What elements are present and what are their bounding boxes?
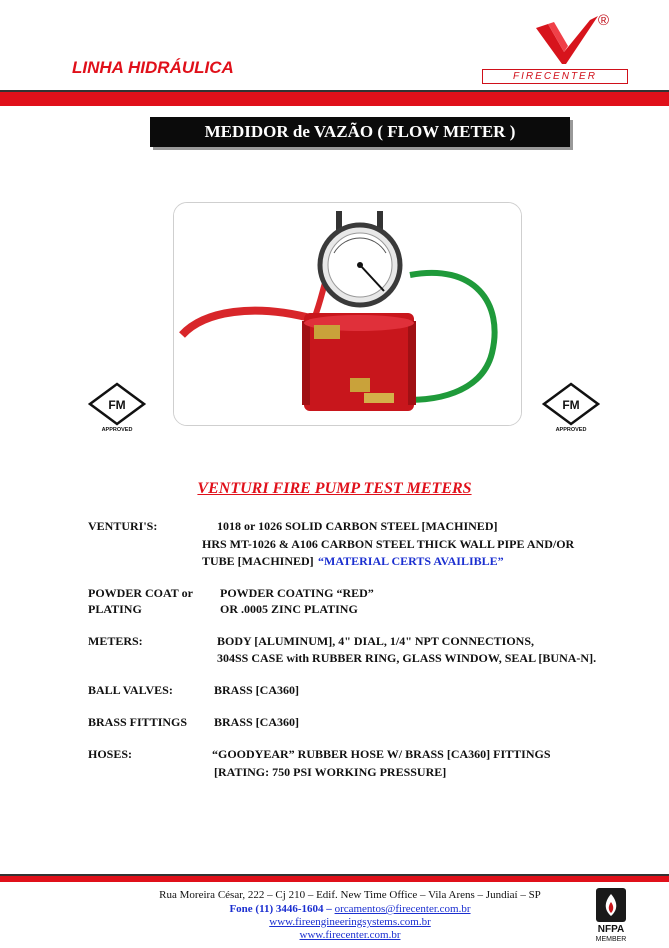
fm-badge-text: FM	[562, 398, 580, 412]
footer-website-link[interactable]: www.fireengineeringsystems.com.br	[269, 916, 431, 928]
material-certs-note: “MATERIAL CERTS AVAILIBLE”	[318, 554, 504, 568]
footer-website-line	[0, 929, 669, 941]
footer-website-line	[0, 916, 669, 928]
spec-value-line: BRASS [CA360]	[214, 715, 300, 729]
spec-value-line: 304SS CASE with RUBBER RING, GLASS WINDOW, SEAL [BUNA-N].	[217, 651, 597, 665]
page-title: MEDIDOR de VAZÃO ( FLOW METER )	[150, 117, 570, 147]
spec-label-hoses: HOSES:	[88, 747, 133, 761]
spec-label-ball-valves: BALL VALVES:	[88, 683, 173, 697]
nfpa-text: NFPA	[597, 924, 625, 935]
footer-red-band	[0, 876, 669, 882]
spec-label-venturi: VENTURI'S:	[88, 519, 158, 533]
logo-wordmark: FIRECENTER	[482, 69, 628, 84]
registered-mark: ®	[598, 12, 610, 29]
spec-value-line: BRASS [CA360]	[214, 683, 300, 697]
spec-value-line: [RATING: 750 PSI WORKING PRESSURE]	[214, 765, 447, 779]
fm-approved-badge	[88, 382, 146, 432]
spec-label-powder-coat: POWDER COAT or	[88, 586, 193, 600]
spec-label-brass-fittings: BRASS FITTINGS	[88, 715, 188, 729]
spec-value-line: POWDER COATING “RED”	[220, 586, 374, 600]
spec-value-line: BODY [ALUMINUM], 4" DIAL, 1/4" NPT CONNECTIONS,	[217, 634, 535, 648]
section-label: LINHA HIDRÁULICA	[72, 58, 234, 77]
fm-badge-subtext: APPROVED	[555, 427, 587, 432]
product-heading: VENTURI FIRE PUMP TEST METERS	[197, 480, 472, 497]
spec-value-line: HRS MT-1026 & A106 CARBON STEEL THICK WALL PIPE AND/OR	[202, 537, 575, 551]
product-photo	[173, 202, 522, 426]
spec-value-line: TUBE [MACHINED]	[202, 554, 314, 568]
flow-meter-illustration	[174, 203, 521, 425]
fm-badge-text: FM	[108, 398, 126, 412]
fm-approved-badge	[542, 382, 600, 432]
footer-website-link[interactable]: www.firecenter.com.br	[299, 929, 401, 941]
spec-label-meters: METERS:	[88, 634, 143, 648]
fm-badge-subtext: APPROVED	[101, 427, 133, 432]
footer-phone: Fone (11) 3446-1604 –	[229, 903, 335, 915]
firecenter-logo-icon	[528, 14, 606, 74]
spec-value-line: OR .0005 ZINC PLATING	[220, 602, 358, 616]
nfpa-member-logo	[590, 886, 632, 942]
nfpa-subtext: MEMBER	[595, 936, 627, 942]
spec-value-line: 1018 or 1026 SOLID CARBON STEEL [MACHINED]	[217, 519, 498, 533]
footer-email-link[interactable]: orcamentos@firecenter.com.br	[334, 903, 471, 915]
header-red-band	[0, 92, 669, 106]
footer-address: Rua Moreira César, 222 – Cj 210 – Edif. New Time Office – Vila Arens – Jundiaí – SP	[159, 889, 541, 901]
footer-contact-line	[0, 903, 669, 915]
spec-label-plating: PLATING	[88, 602, 142, 616]
spec-value-line: “GOODYEAR” RUBBER HOSE W/ BRASS [CA360] FITTINGS	[212, 747, 551, 761]
